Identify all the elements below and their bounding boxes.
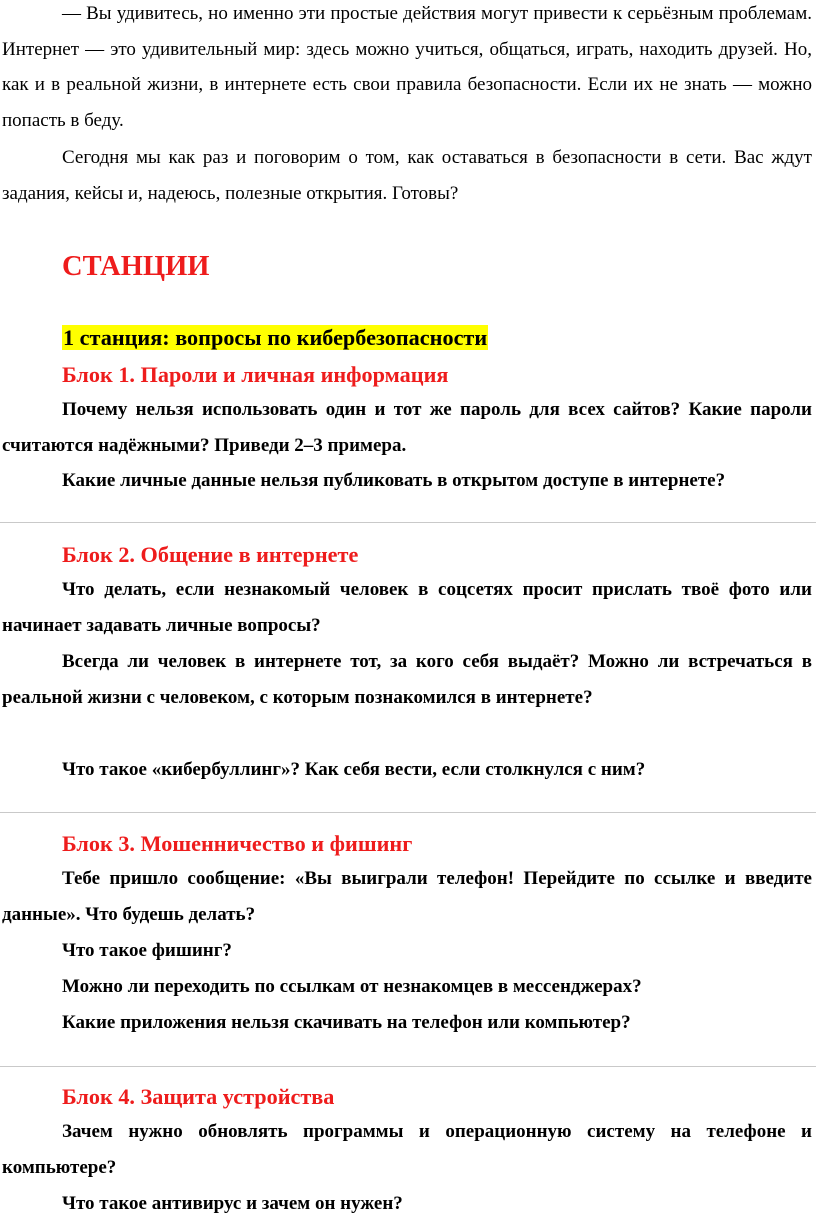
block-3-question-2: Что такое фишинг?: [62, 940, 232, 961]
divider: [0, 522, 816, 523]
station-title-highlight: 1 станция: вопросы по кибербезопасности: [63, 325, 488, 350]
block-2-question-3: Что такое «кибербуллинг»? Как себя вести, если столкнулся с ним?: [62, 759, 646, 780]
block-3-title: Блок 3. Мошенничество и фишинг: [62, 831, 413, 856]
block-4-title: Блок 4. Защита устройства: [62, 1084, 335, 1109]
block-3-question-1: Тебе пришло сообщение: «Вы выиграли телефон! Перейдите по ссылке и введите данные». Что будешь делать?: [2, 868, 812, 925]
block-2-question-1: Что делать, если незнакомый человек в соцсетях просит прислать твоё фото или начинает задавать личные вопросы?: [2, 579, 812, 636]
station-title: [62, 325, 488, 351]
divider: [0, 1066, 816, 1067]
block-4-question-1: Зачем нужно обновлять программы и операционную систему на телефоне и компьютере?: [2, 1121, 812, 1178]
block-2-title: Блок 2. Общение в интернете: [62, 542, 359, 567]
intro-paragraph-2: Сегодня мы как раз и поговорим о том, как оставаться в безопасности в сети. Вас ждут задания, кейсы и, надеюсь, полезные открытия. Готовы?: [2, 147, 812, 204]
block-4-question-2: Что такое антивирус и зачем он нужен?: [62, 1193, 403, 1214]
block-1-question-1: Почему нельзя использовать один и тот же пароль для всех сайтов? Какие пароли считаются надёжными? Приведи 2–3 примера.: [2, 399, 812, 456]
section-title: СТАНЦИИ: [62, 251, 210, 282]
block-3-question-4: Какие приложения нельзя скачивать на телефон или компьютер?: [62, 1012, 631, 1033]
intro-paragraph-1: — Вы удивитесь, но именно эти простые действия могут привести к серьёзным проблемам. Интернет — это удивительный мир: здесь можно учиться, общаться, играть, находить друзей. Но, как и в реальной жизни, в интернете есть свои правила безопасности. Если их не знать — можно попасть в беду.: [2, 3, 812, 131]
block-2-question-2: Всегда ли человек в интернете тот, за кого себя выдаёт? Можно ли встречаться в реальной жизни с человеком, с которым познакомился в интернете?: [2, 651, 812, 708]
block-3-question-3: Можно ли переходить по ссылкам от незнакомцев в мессенджерах?: [62, 976, 642, 997]
block-1-title: Блок 1. Пароли и личная информация: [62, 362, 449, 387]
block-1-question-2: Какие личные данные нельзя публиковать в открытом доступе в интернете?: [62, 470, 726, 491]
divider: [0, 812, 816, 813]
